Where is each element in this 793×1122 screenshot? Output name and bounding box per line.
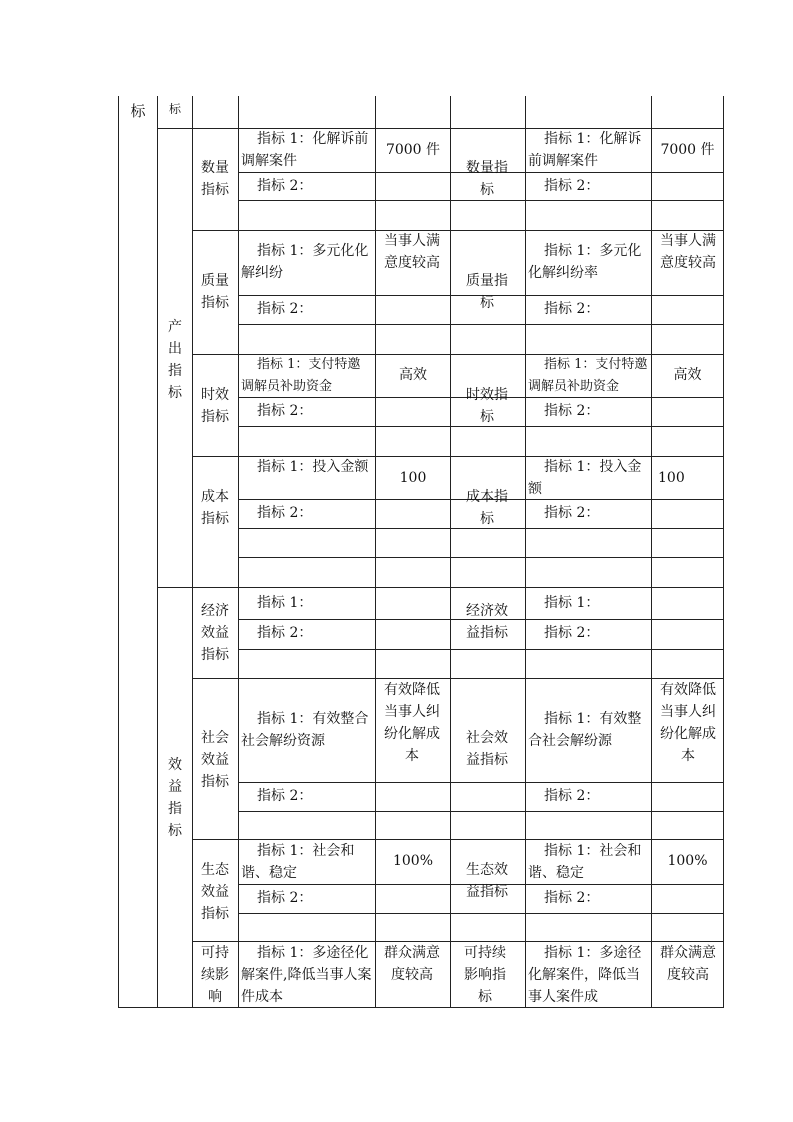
quantity-m2-left: 指标 2： xyxy=(257,178,313,194)
line-social-top xyxy=(192,678,724,679)
social-v1-right: 有效降低当事人纠纷化解成本 xyxy=(660,682,716,764)
timeliness-v1-right: 高效 xyxy=(673,367,702,383)
line-economic-r2 xyxy=(238,649,724,650)
economic-m2-right: 指标 2： xyxy=(544,625,600,641)
quality-m1-left: 指标 1：多元化化解纠纷 xyxy=(241,243,369,281)
line-benefit-top xyxy=(157,587,724,588)
economic-m1-left: 指标 1： xyxy=(257,595,313,611)
cost-v1-right: 100 xyxy=(658,470,685,486)
quality-v1-right: 当事人满意度较高 xyxy=(660,233,716,271)
table-line-col1 xyxy=(157,96,158,1008)
quality-sub-left: 质量指标 xyxy=(201,273,229,311)
line-social-r2 xyxy=(238,811,724,812)
ecological-v1-right: 100% xyxy=(667,853,708,869)
quality-m2-right: 指标 2： xyxy=(544,301,600,317)
quality-sub-right: 质量指标 xyxy=(466,273,508,311)
ecological-sub-right: 生态效益指标 xyxy=(466,862,508,900)
line-social-r1 xyxy=(238,782,724,783)
ecological-m1-right: 指标 1：社会和谐、稳定 xyxy=(528,843,642,881)
timeliness-sub-right: 时效指标 xyxy=(466,387,508,425)
ecological-v1-left: 100% xyxy=(392,853,434,869)
table-border-left xyxy=(118,96,119,1008)
ecological-m2-left: 指标 2： xyxy=(257,890,313,906)
social-m1-left: 指标 1：有效整合社会解纷资源 xyxy=(241,711,369,749)
timeliness-v1-left: 高效 xyxy=(399,367,427,383)
quantity-m1-left: 指标 1：化解诉前调解案件 xyxy=(241,131,369,169)
timeliness-m2-right: 指标 2： xyxy=(544,403,600,419)
quantity-v1-left: 7000 件 xyxy=(385,142,441,158)
table-border-right xyxy=(723,96,724,1008)
header-fragment-outer: 标 xyxy=(130,102,146,120)
line-ecological-r2 xyxy=(238,913,724,914)
line-quality-r2 xyxy=(238,324,724,325)
cost-m2-left: 指标 2： xyxy=(257,505,313,521)
table-line-col5 xyxy=(450,96,451,1008)
timeliness-m1-left: 指标 1：支付特邀调解员补助资金 xyxy=(241,357,361,394)
cost-m1-right: 指标 1：投入金额 xyxy=(528,459,642,497)
social-m2-left: 指标 2： xyxy=(257,788,313,804)
table-line-col3 xyxy=(238,96,239,1008)
table-line-col6 xyxy=(525,96,526,1008)
economic-sub-right: 经济效益指标 xyxy=(466,603,508,641)
quality-m2-left: 指标 2： xyxy=(257,301,313,317)
quantity-v1-right: 7000 件 xyxy=(660,142,715,158)
quality-m1-right: 指标 1：多元化化解纠纷率 xyxy=(528,243,642,281)
quality-v1-left: 当事人满意度较高 xyxy=(384,233,440,271)
cost-sub-left: 成本指标 xyxy=(201,489,229,527)
social-m2-right: 指标 2： xyxy=(544,788,600,804)
ecological-m2-right: 指标 2： xyxy=(544,890,600,906)
cost-m2-right: 指标 2： xyxy=(544,505,600,521)
ecological-m1-left: 指标 1：社会和谐、稳定 xyxy=(241,843,355,881)
line-extra-row-top xyxy=(238,557,724,558)
sustainable-sub-left: 可持续影响 xyxy=(201,945,229,1005)
quantity-sub-left: 数量指标 xyxy=(201,160,229,198)
line-quality-top xyxy=(192,230,724,231)
sustainable-v1-right: 群众满意度较高 xyxy=(660,945,716,983)
category-benefit: 效益指标 xyxy=(168,757,182,839)
social-v1-left: 有效降低当事人纠纷化解成本 xyxy=(384,682,440,764)
timeliness-m2-left: 指标 2： xyxy=(257,403,313,419)
economic-m2-left: 指标 2： xyxy=(257,625,313,641)
quantity-sub-right: 数量指标 xyxy=(466,160,508,198)
quantity-m2-right: 指标 2： xyxy=(544,178,600,194)
sustainable-m1-left: 指标 1：多途径化解案件,降低当事人案件成本 xyxy=(241,945,372,1005)
header-fragment-inner: 标 xyxy=(168,102,181,116)
social-sub-right: 社会效益指标 xyxy=(466,730,508,768)
quantity-m1-right: 指标 1：化解诉前调解案件 xyxy=(528,131,642,169)
sustainable-sub-right: 可持续影响指标 xyxy=(464,945,506,1005)
table-line-col2 xyxy=(192,96,193,1008)
social-m1-right: 指标 1：有效整合社会解纷源 xyxy=(528,711,642,749)
timeliness-sub-left: 时效指标 xyxy=(201,387,229,425)
social-sub-left: 社会效益指标 xyxy=(201,730,229,790)
cost-sub-right: 成本指标 xyxy=(466,489,508,527)
economic-m1-right: 指标 1： xyxy=(544,595,600,611)
sustainable-v1-left: 群众满意度较高 xyxy=(384,945,440,983)
economic-sub-left: 经济效益指标 xyxy=(201,603,229,663)
timeliness-m1-right: 指标 1：支付特邀调解员补助资金 xyxy=(528,357,648,394)
sustainable-m1-right: 指标 1：多途径化解案件，降低当事人案件成 xyxy=(528,945,642,1005)
category-output: 产出指标 xyxy=(168,319,182,401)
cost-v1-left: 100 xyxy=(399,470,427,486)
ecological-sub-left: 生态效益指标 xyxy=(201,862,229,922)
cost-m1-left: 指标 1：投入金额 xyxy=(257,459,369,475)
